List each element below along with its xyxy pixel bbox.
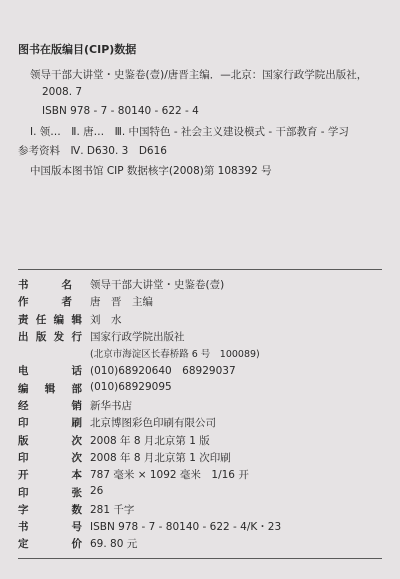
cip-line: 领导干部大讲堂・史鉴卷(壹)/唐晋主编．—北京：国家行政学院出版社， — [30, 69, 368, 81]
info-row-editor — [18, 312, 388, 329]
info-row-wordcount — [18, 502, 388, 519]
info-value: (010)68920640 68929037 — [90, 365, 236, 378]
info-value: 787 毫米 × 1092 毫米 1/16 开 — [90, 469, 249, 482]
info-label: 出版发行 — [18, 330, 82, 343]
info-value: (010)68929095 — [90, 380, 172, 393]
info-row-title — [18, 277, 388, 294]
cip-line: 中国版本图书馆 CIP 数据核字(2008)第 108392 号 — [30, 165, 272, 177]
cip-line: ISBN 978 - 7 - 80140 - 622 - 4 — [42, 105, 199, 117]
info-row-format — [18, 467, 388, 484]
info-label: 开 本 — [18, 469, 82, 482]
cip-title: 图书在版编目(CIP)数据 — [18, 43, 137, 56]
info-value: (北京市海淀区长春桥路 6 号 100089) — [90, 349, 260, 361]
info-row-phone — [18, 363, 388, 380]
info-label: 电 话 — [18, 365, 82, 378]
bottom-divider — [18, 558, 382, 559]
info-row-distributor — [18, 398, 388, 415]
info-row-sheets — [18, 485, 388, 502]
info-row-edition — [18, 433, 388, 450]
info-value: 国家行政学院出版社 — [90, 330, 185, 343]
publication-info — [18, 277, 388, 554]
info-label: 印 次 — [18, 451, 82, 464]
info-value: 2008 年 8 月北京第 1 版 — [90, 434, 210, 447]
info-label: 印 刷 — [18, 417, 82, 430]
info-label: 书 名 — [18, 279, 72, 291]
info-value: 2008 年 8 月北京第 1 次印刷 — [90, 451, 231, 464]
info-value: 唐 晋 主编 — [90, 296, 153, 309]
cip-line: 参考资料 Ⅳ. D630. 3 D616 — [18, 145, 167, 157]
info-label: 印 张 — [18, 486, 82, 499]
info-row-isbn — [18, 519, 388, 536]
info-value: 北京博图彩色印刷有限公司 — [90, 417, 216, 430]
info-value: 新华书店 — [90, 400, 132, 413]
info-label: 编 辑 部 — [18, 382, 82, 395]
info-row-editorial — [18, 381, 388, 398]
info-row-publisher — [18, 329, 388, 346]
cip-line: 2008. 7 — [42, 86, 83, 98]
info-value: 281 千字 — [90, 503, 135, 516]
cip-line: Ⅰ. 领… Ⅱ. 唐… Ⅲ. 中国特色 - 社会主义建设模式 - 干部教育 - 学习 — [30, 126, 349, 138]
info-value: 26 — [90, 484, 104, 497]
info-value: 领导干部大讲堂・史鉴卷(壹) — [90, 279, 225, 291]
info-row-printer — [18, 415, 388, 432]
info-label: 版 次 — [18, 434, 82, 447]
info-label: 经 销 — [18, 400, 82, 413]
info-label: 责任编辑 — [18, 313, 82, 326]
info-label: 字 数 — [18, 503, 82, 516]
info-row-printing — [18, 450, 388, 467]
info-row-author — [18, 294, 388, 311]
info-label: 作 者 — [18, 296, 72, 309]
info-row-price — [18, 536, 388, 553]
info-value: 69. 80 元 — [90, 538, 138, 551]
info-value: ISBN 978 - 7 - 80140 - 622 - 4/K・23 — [90, 521, 282, 534]
info-row-address — [18, 346, 388, 363]
info-label: 定 价 — [18, 538, 82, 551]
info-value: 刘 水 — [90, 313, 122, 326]
top-divider — [18, 269, 382, 270]
info-label: 书 号 — [18, 521, 82, 534]
